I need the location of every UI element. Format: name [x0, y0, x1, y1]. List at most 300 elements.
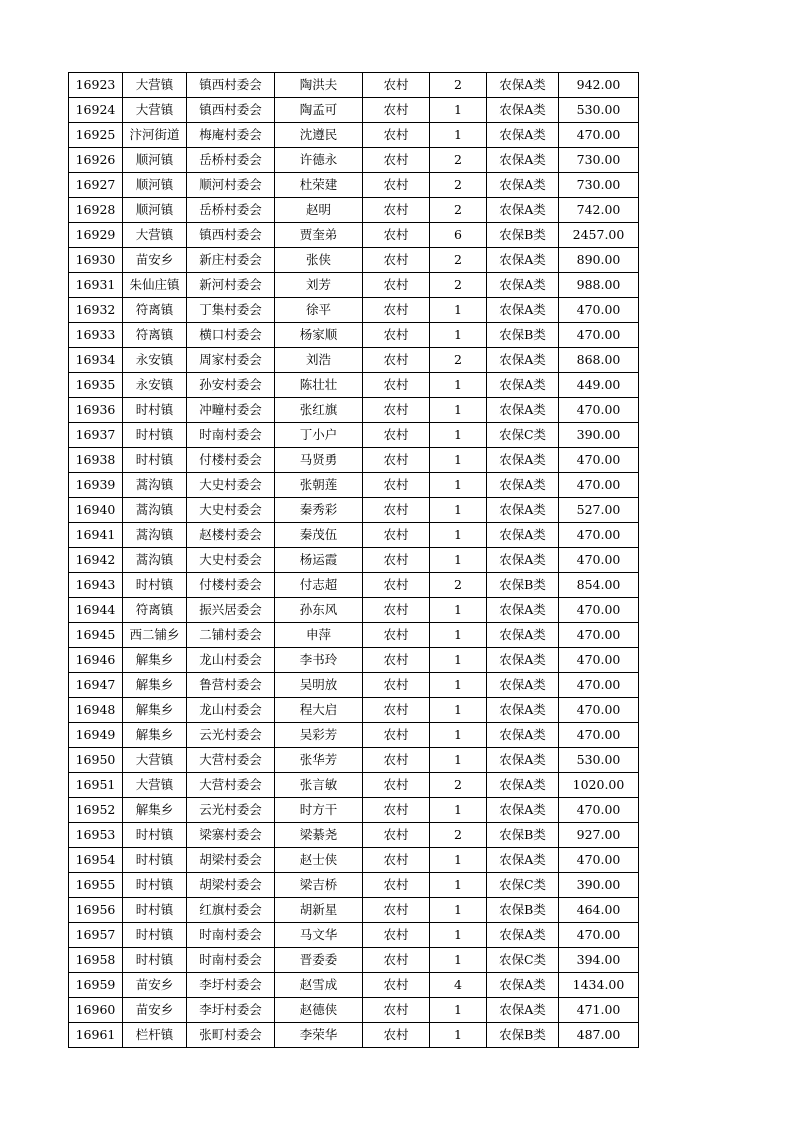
insurance-category-cell: 农保A类 — [487, 273, 559, 298]
member-count-cell: 4 — [430, 973, 487, 998]
town-cell: 苗安乡 — [123, 973, 187, 998]
member-count-cell: 1 — [430, 648, 487, 673]
household-type-cell: 农村 — [363, 98, 430, 123]
village-committee-cell: 振兴居委会 — [187, 598, 275, 623]
town-cell: 大营镇 — [123, 223, 187, 248]
record-id-cell: 16961 — [69, 1023, 123, 1048]
records-table — [68, 72, 639, 1048]
table-row — [69, 698, 639, 723]
insurance-category-cell: 农保A类 — [487, 248, 559, 273]
amount-cell: 730.00 — [559, 173, 639, 198]
household-type-cell: 农村 — [363, 898, 430, 923]
person-name-cell: 沈遵民 — [275, 123, 363, 148]
town-cell: 蒿沟镇 — [123, 498, 187, 523]
insurance-category-cell: 农保A类 — [487, 973, 559, 998]
record-id-cell: 16928 — [69, 198, 123, 223]
member-count-cell: 1 — [430, 373, 487, 398]
member-count-cell: 1 — [430, 548, 487, 573]
member-count-cell: 1 — [430, 498, 487, 523]
record-id-cell: 16924 — [69, 98, 123, 123]
village-committee-cell: 云光村委会 — [187, 798, 275, 823]
record-id-cell: 16929 — [69, 223, 123, 248]
record-id-cell: 16944 — [69, 598, 123, 623]
village-committee-cell: 梁寨村委会 — [187, 823, 275, 848]
insurance-category-cell: 农保C类 — [487, 423, 559, 448]
table-row — [69, 923, 639, 948]
village-committee-cell: 镇西村委会 — [187, 98, 275, 123]
table-row — [69, 523, 639, 548]
person-name-cell: 赵德侠 — [275, 998, 363, 1023]
amount-cell: 527.00 — [559, 498, 639, 523]
record-id-cell: 16949 — [69, 723, 123, 748]
record-id-cell: 16937 — [69, 423, 123, 448]
record-id-cell: 16931 — [69, 273, 123, 298]
household-type-cell: 农村 — [363, 73, 430, 98]
town-cell: 时村镇 — [123, 948, 187, 973]
records-body — [69, 73, 639, 1048]
person-name-cell: 梁綦尧 — [275, 823, 363, 848]
person-name-cell: 丁小户 — [275, 423, 363, 448]
amount-cell: 890.00 — [559, 248, 639, 273]
person-name-cell: 刘浩 — [275, 348, 363, 373]
person-name-cell: 杨家顺 — [275, 323, 363, 348]
town-cell: 汴河街道 — [123, 123, 187, 148]
table-row — [69, 548, 639, 573]
table-row — [69, 848, 639, 873]
member-count-cell: 1 — [430, 523, 487, 548]
town-cell: 时村镇 — [123, 398, 187, 423]
table-row — [69, 198, 639, 223]
household-type-cell: 农村 — [363, 248, 430, 273]
insurance-category-cell: 农保A类 — [487, 298, 559, 323]
record-id-cell: 16953 — [69, 823, 123, 848]
amount-cell: 988.00 — [559, 273, 639, 298]
table-row — [69, 648, 639, 673]
amount-cell: 470.00 — [559, 598, 639, 623]
town-cell: 顺河镇 — [123, 198, 187, 223]
village-committee-cell: 大营村委会 — [187, 773, 275, 798]
village-committee-cell: 孙安村委会 — [187, 373, 275, 398]
insurance-category-cell: 农保A类 — [487, 748, 559, 773]
person-name-cell: 张侠 — [275, 248, 363, 273]
amount-cell: 470.00 — [559, 648, 639, 673]
record-id-cell: 16936 — [69, 398, 123, 423]
member-count-cell: 2 — [430, 823, 487, 848]
insurance-category-cell: 农保A类 — [487, 923, 559, 948]
table-row — [69, 323, 639, 348]
village-committee-cell: 镇西村委会 — [187, 223, 275, 248]
record-id-cell: 16940 — [69, 498, 123, 523]
member-count-cell: 6 — [430, 223, 487, 248]
table-row — [69, 298, 639, 323]
person-name-cell: 张华芳 — [275, 748, 363, 773]
table-row — [69, 173, 639, 198]
amount-cell: 390.00 — [559, 423, 639, 448]
amount-cell: 487.00 — [559, 1023, 639, 1048]
record-id-cell: 16945 — [69, 623, 123, 648]
household-type-cell: 农村 — [363, 798, 430, 823]
household-type-cell: 农村 — [363, 623, 430, 648]
household-type-cell: 农村 — [363, 298, 430, 323]
person-name-cell: 李荣华 — [275, 1023, 363, 1048]
town-cell: 大营镇 — [123, 98, 187, 123]
record-id-cell: 16938 — [69, 448, 123, 473]
household-type-cell: 农村 — [363, 648, 430, 673]
village-committee-cell: 周家村委会 — [187, 348, 275, 373]
member-count-cell: 2 — [430, 273, 487, 298]
town-cell: 解集乡 — [123, 723, 187, 748]
record-id-cell: 16923 — [69, 73, 123, 98]
person-name-cell: 马贤勇 — [275, 448, 363, 473]
household-type-cell: 农村 — [363, 773, 430, 798]
member-count-cell: 1 — [430, 398, 487, 423]
village-committee-cell: 红旗村委会 — [187, 898, 275, 923]
household-type-cell: 农村 — [363, 923, 430, 948]
person-name-cell: 刘芳 — [275, 273, 363, 298]
insurance-category-cell: 农保A类 — [487, 723, 559, 748]
person-name-cell: 马文华 — [275, 923, 363, 948]
amount-cell: 1434.00 — [559, 973, 639, 998]
insurance-category-cell: 农保C类 — [487, 873, 559, 898]
person-name-cell: 梁吉桥 — [275, 873, 363, 898]
record-id-cell: 16946 — [69, 648, 123, 673]
table-row — [69, 223, 639, 248]
household-type-cell: 农村 — [363, 548, 430, 573]
town-cell: 蒿沟镇 — [123, 473, 187, 498]
member-count-cell: 2 — [430, 773, 487, 798]
household-type-cell: 农村 — [363, 123, 430, 148]
household-type-cell: 农村 — [363, 473, 430, 498]
town-cell: 时村镇 — [123, 448, 187, 473]
table-row — [69, 498, 639, 523]
insurance-category-cell: 农保A类 — [487, 998, 559, 1023]
table-row — [69, 623, 639, 648]
amount-cell: 854.00 — [559, 573, 639, 598]
insurance-category-cell: 农保B类 — [487, 1023, 559, 1048]
record-id-cell: 16956 — [69, 898, 123, 923]
town-cell: 解集乡 — [123, 673, 187, 698]
record-id-cell: 16952 — [69, 798, 123, 823]
person-name-cell: 秦秀彩 — [275, 498, 363, 523]
amount-cell: 464.00 — [559, 898, 639, 923]
person-name-cell: 杜荣建 — [275, 173, 363, 198]
amount-cell: 449.00 — [559, 373, 639, 398]
household-type-cell: 农村 — [363, 1023, 430, 1048]
person-name-cell: 秦茂伍 — [275, 523, 363, 548]
town-cell: 蒿沟镇 — [123, 548, 187, 573]
household-type-cell: 农村 — [363, 723, 430, 748]
member-count-cell: 1 — [430, 623, 487, 648]
member-count-cell: 1 — [430, 873, 487, 898]
record-id-cell: 16951 — [69, 773, 123, 798]
record-id-cell: 16954 — [69, 848, 123, 873]
town-cell: 永安镇 — [123, 348, 187, 373]
person-name-cell: 贾奎弟 — [275, 223, 363, 248]
person-name-cell: 申萍 — [275, 623, 363, 648]
record-id-cell: 16934 — [69, 348, 123, 373]
record-id-cell: 16950 — [69, 748, 123, 773]
town-cell: 苗安乡 — [123, 998, 187, 1023]
insurance-category-cell: 农保B类 — [487, 573, 559, 598]
member-count-cell: 2 — [430, 248, 487, 273]
insurance-category-cell: 农保A类 — [487, 623, 559, 648]
record-id-cell: 16942 — [69, 548, 123, 573]
town-cell: 永安镇 — [123, 373, 187, 398]
record-id-cell: 16958 — [69, 948, 123, 973]
village-committee-cell: 冲疃村委会 — [187, 398, 275, 423]
town-cell: 时村镇 — [123, 873, 187, 898]
village-committee-cell: 时南村委会 — [187, 423, 275, 448]
village-committee-cell: 李圩村委会 — [187, 998, 275, 1023]
insurance-category-cell: 农保A类 — [487, 173, 559, 198]
household-type-cell: 农村 — [363, 573, 430, 598]
member-count-cell: 1 — [430, 723, 487, 748]
town-cell: 朱仙庄镇 — [123, 273, 187, 298]
insurance-category-cell: 农保A类 — [487, 548, 559, 573]
village-committee-cell: 张町村委会 — [187, 1023, 275, 1048]
town-cell: 大营镇 — [123, 748, 187, 773]
table-row — [69, 98, 639, 123]
household-type-cell: 农村 — [363, 423, 430, 448]
member-count-cell: 1 — [430, 673, 487, 698]
insurance-category-cell: 农保B类 — [487, 223, 559, 248]
village-committee-cell: 赵楼村委会 — [187, 523, 275, 548]
table-row — [69, 998, 639, 1023]
household-type-cell: 农村 — [363, 323, 430, 348]
table-row — [69, 473, 639, 498]
person-name-cell: 陶孟可 — [275, 98, 363, 123]
amount-cell: 470.00 — [559, 398, 639, 423]
member-count-cell: 1 — [430, 898, 487, 923]
village-committee-cell: 时南村委会 — [187, 923, 275, 948]
town-cell: 西二铺乡 — [123, 623, 187, 648]
insurance-category-cell: 农保A类 — [487, 198, 559, 223]
household-type-cell: 农村 — [363, 173, 430, 198]
member-count-cell: 2 — [430, 73, 487, 98]
member-count-cell: 1 — [430, 448, 487, 473]
insurance-category-cell: 农保A类 — [487, 148, 559, 173]
household-type-cell: 农村 — [363, 948, 430, 973]
insurance-category-cell: 农保A类 — [487, 473, 559, 498]
record-id-cell: 16957 — [69, 923, 123, 948]
person-name-cell: 吴彩芳 — [275, 723, 363, 748]
village-committee-cell: 新河村委会 — [187, 273, 275, 298]
table-row — [69, 573, 639, 598]
member-count-cell: 1 — [430, 798, 487, 823]
record-id-cell: 16939 — [69, 473, 123, 498]
member-count-cell: 1 — [430, 598, 487, 623]
amount-cell: 868.00 — [559, 348, 639, 373]
village-committee-cell: 鲁营村委会 — [187, 673, 275, 698]
table-row — [69, 898, 639, 923]
person-name-cell: 晋委委 — [275, 948, 363, 973]
town-cell: 苗安乡 — [123, 248, 187, 273]
record-id-cell: 16955 — [69, 873, 123, 898]
table-row — [69, 123, 639, 148]
person-name-cell: 杨运霞 — [275, 548, 363, 573]
amount-cell: 470.00 — [559, 523, 639, 548]
amount-cell: 470.00 — [559, 448, 639, 473]
person-name-cell: 张朝莲 — [275, 473, 363, 498]
amount-cell: 1020.00 — [559, 773, 639, 798]
village-committee-cell: 时南村委会 — [187, 948, 275, 973]
town-cell: 顺河镇 — [123, 173, 187, 198]
amount-cell: 394.00 — [559, 948, 639, 973]
insurance-category-cell: 农保A类 — [487, 698, 559, 723]
person-name-cell: 徐平 — [275, 298, 363, 323]
record-id-cell: 16943 — [69, 573, 123, 598]
person-name-cell: 许德永 — [275, 148, 363, 173]
table-row — [69, 1023, 639, 1048]
person-name-cell: 陶洪夫 — [275, 73, 363, 98]
insurance-category-cell: 农保B类 — [487, 823, 559, 848]
table-row — [69, 873, 639, 898]
member-count-cell: 2 — [430, 348, 487, 373]
table-row — [69, 73, 639, 98]
member-count-cell: 1 — [430, 1023, 487, 1048]
town-cell: 符离镇 — [123, 598, 187, 623]
insurance-category-cell: 农保A类 — [487, 398, 559, 423]
village-committee-cell: 李圩村委会 — [187, 973, 275, 998]
insurance-category-cell: 农保B类 — [487, 323, 559, 348]
household-type-cell: 农村 — [363, 448, 430, 473]
insurance-category-cell: 农保A类 — [487, 448, 559, 473]
household-type-cell: 农村 — [363, 148, 430, 173]
member-count-cell: 1 — [430, 748, 487, 773]
record-id-cell: 16935 — [69, 373, 123, 398]
insurance-category-cell: 农保A类 — [487, 598, 559, 623]
person-name-cell: 时方干 — [275, 798, 363, 823]
person-name-cell: 付志超 — [275, 573, 363, 598]
village-committee-cell: 丁集村委会 — [187, 298, 275, 323]
village-committee-cell: 大营村委会 — [187, 748, 275, 773]
table-row — [69, 398, 639, 423]
member-count-cell: 2 — [430, 173, 487, 198]
member-count-cell: 1 — [430, 923, 487, 948]
town-cell: 时村镇 — [123, 923, 187, 948]
amount-cell: 470.00 — [559, 548, 639, 573]
town-cell: 大营镇 — [123, 773, 187, 798]
member-count-cell: 2 — [430, 148, 487, 173]
record-id-cell: 16960 — [69, 998, 123, 1023]
village-committee-cell: 横口村委会 — [187, 323, 275, 348]
amount-cell: 471.00 — [559, 998, 639, 1023]
table-row — [69, 423, 639, 448]
household-type-cell: 农村 — [363, 598, 430, 623]
member-count-cell: 1 — [430, 298, 487, 323]
household-type-cell: 农村 — [363, 273, 430, 298]
member-count-cell: 1 — [430, 698, 487, 723]
household-type-cell: 农村 — [363, 998, 430, 1023]
table-row — [69, 348, 639, 373]
household-type-cell: 农村 — [363, 673, 430, 698]
amount-cell: 730.00 — [559, 148, 639, 173]
village-committee-cell: 顺河村委会 — [187, 173, 275, 198]
table-row — [69, 248, 639, 273]
amount-cell: 742.00 — [559, 198, 639, 223]
household-type-cell: 农村 — [363, 498, 430, 523]
household-type-cell: 农村 — [363, 823, 430, 848]
village-committee-cell: 胡梁村委会 — [187, 873, 275, 898]
village-committee-cell: 大史村委会 — [187, 498, 275, 523]
town-cell: 解集乡 — [123, 648, 187, 673]
member-count-cell: 1 — [430, 998, 487, 1023]
household-type-cell: 农村 — [363, 748, 430, 773]
member-count-cell: 1 — [430, 123, 487, 148]
village-committee-cell: 龙山村委会 — [187, 698, 275, 723]
record-id-cell: 16926 — [69, 148, 123, 173]
record-id-cell: 16932 — [69, 298, 123, 323]
member-count-cell: 1 — [430, 948, 487, 973]
person-name-cell: 吴明放 — [275, 673, 363, 698]
amount-cell: 470.00 — [559, 473, 639, 498]
household-type-cell: 农村 — [363, 223, 430, 248]
insurance-category-cell: 农保A类 — [487, 773, 559, 798]
amount-cell: 470.00 — [559, 723, 639, 748]
table-row — [69, 748, 639, 773]
town-cell: 时村镇 — [123, 573, 187, 598]
member-count-cell: 1 — [430, 98, 487, 123]
town-cell: 顺河镇 — [123, 148, 187, 173]
person-name-cell: 张言敏 — [275, 773, 363, 798]
member-count-cell: 1 — [430, 473, 487, 498]
town-cell: 大营镇 — [123, 73, 187, 98]
member-count-cell: 1 — [430, 423, 487, 448]
member-count-cell: 1 — [430, 323, 487, 348]
village-committee-cell: 岳桥村委会 — [187, 148, 275, 173]
record-id-cell: 16947 — [69, 673, 123, 698]
table-row — [69, 673, 639, 698]
person-name-cell: 胡新星 — [275, 898, 363, 923]
amount-cell: 470.00 — [559, 673, 639, 698]
village-committee-cell: 付楼村委会 — [187, 448, 275, 473]
record-id-cell: 16933 — [69, 323, 123, 348]
record-id-cell: 16948 — [69, 698, 123, 723]
record-id-cell: 16927 — [69, 173, 123, 198]
table-row — [69, 948, 639, 973]
person-name-cell: 孙东风 — [275, 598, 363, 623]
household-type-cell: 农村 — [363, 398, 430, 423]
insurance-category-cell: 农保C类 — [487, 948, 559, 973]
insurance-category-cell: 农保A类 — [487, 123, 559, 148]
person-name-cell: 赵明 — [275, 198, 363, 223]
amount-cell: 530.00 — [559, 748, 639, 773]
village-committee-cell: 龙山村委会 — [187, 648, 275, 673]
amount-cell: 470.00 — [559, 298, 639, 323]
insurance-category-cell: 农保A类 — [487, 498, 559, 523]
household-type-cell: 农村 — [363, 848, 430, 873]
record-id-cell: 16941 — [69, 523, 123, 548]
town-cell: 蒿沟镇 — [123, 523, 187, 548]
household-type-cell: 农村 — [363, 523, 430, 548]
person-name-cell: 程大启 — [275, 698, 363, 723]
amount-cell: 470.00 — [559, 798, 639, 823]
insurance-category-cell: 农保A类 — [487, 673, 559, 698]
table-row — [69, 798, 639, 823]
member-count-cell: 1 — [430, 848, 487, 873]
household-type-cell: 农村 — [363, 373, 430, 398]
amount-cell: 390.00 — [559, 873, 639, 898]
household-type-cell: 农村 — [363, 698, 430, 723]
village-committee-cell: 大史村委会 — [187, 473, 275, 498]
village-committee-cell: 云光村委会 — [187, 723, 275, 748]
amount-cell: 470.00 — [559, 123, 639, 148]
insurance-category-cell: 农保A类 — [487, 98, 559, 123]
amount-cell: 2457.00 — [559, 223, 639, 248]
town-cell: 时村镇 — [123, 423, 187, 448]
member-count-cell: 2 — [430, 573, 487, 598]
household-type-cell: 农村 — [363, 873, 430, 898]
